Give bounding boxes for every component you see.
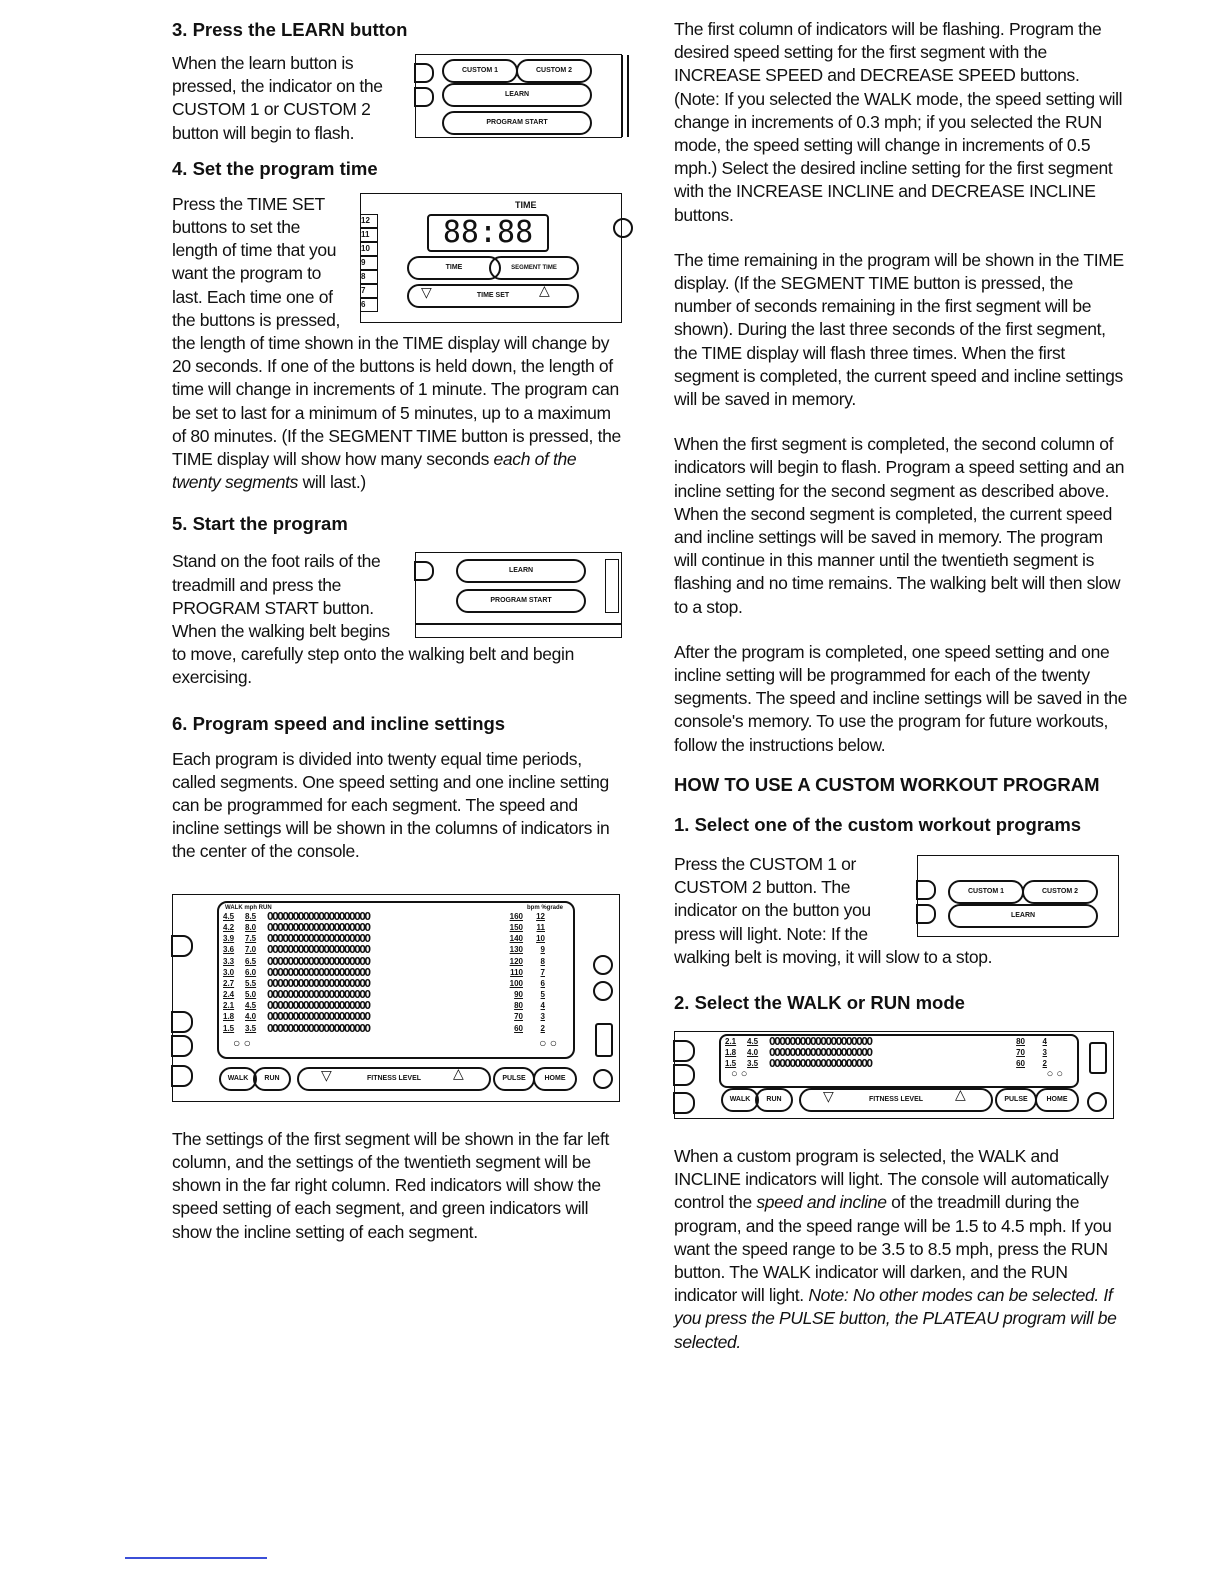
step-5-heading: 5. Start the program bbox=[172, 513, 348, 535]
grade-label: 11 bbox=[536, 922, 545, 932]
custom-2-button[interactable]: CUSTOM 2 bbox=[516, 59, 592, 83]
run-button[interactable]: RUN bbox=[755, 1088, 793, 1112]
walk-speed-label: 4.5 bbox=[223, 911, 235, 921]
bpm-label: 150 bbox=[509, 922, 523, 932]
step-6-heading: 6. Program speed and incline settings bbox=[172, 712, 506, 734]
indicator-row bbox=[219, 1011, 573, 1022]
indicator-row bbox=[219, 1023, 573, 1034]
segment-indicators: OOOOOOOOOOOOOOOOOOOO bbox=[769, 1046, 872, 1060]
walk-speed-label: 1.5 bbox=[725, 1059, 737, 1069]
bpm-label: 80 bbox=[1016, 1037, 1025, 1046]
grade-label: 6 bbox=[540, 978, 545, 988]
left-column bbox=[172, 18, 622, 1244]
bpm-label: 80 bbox=[514, 1001, 523, 1011]
grade-label: 4 bbox=[540, 1001, 545, 1011]
custom-step-1-text: Press the CUSTOM 1 or CUSTOM 2 button. The indicator on the button you press will light. Note: If the walking belt is moving, it will slow to a stop. bbox=[674, 853, 993, 967]
custom-step-2-text-mid: of the treadmill during the program, and the speed range will be 1.5 to 4.5 mph. If you want the speed range to be 3.5 to 8.5 mph, press the RUN button. The WALK indicator will darken, and the RUN indicator will light. bbox=[674, 1192, 1112, 1306]
bpm-label: 60 bbox=[1016, 1059, 1025, 1069]
step-4-heading: 4. Set the program time bbox=[172, 157, 378, 179]
indicator-matrix bbox=[217, 901, 575, 1059]
run-speed-label: 4.0 bbox=[245, 1012, 257, 1022]
custom-1-button[interactable]: CUSTOM 1 bbox=[948, 880, 1024, 904]
console-button-row bbox=[217, 1064, 577, 1091]
custom-step-1-heading: 1. Select one of the custom workout programs bbox=[674, 813, 1082, 835]
custom-buttons-figure bbox=[917, 855, 1119, 937]
walk-button[interactable]: WALK bbox=[721, 1088, 759, 1112]
learn-button[interactable]: LEARN bbox=[456, 559, 586, 583]
walk-speed-label: 1.8 bbox=[223, 1012, 235, 1022]
home-button[interactable]: HOME bbox=[533, 1067, 577, 1091]
increase-icon[interactable]: △ bbox=[539, 281, 550, 298]
scale-mark: 9 bbox=[360, 256, 378, 270]
scale-mark: 10 bbox=[360, 242, 378, 256]
grade-label: 12 bbox=[536, 911, 545, 921]
run-button[interactable]: RUN bbox=[253, 1067, 291, 1091]
run-speed-label: 6.5 bbox=[245, 956, 257, 966]
segment-indicators: OOOOOOOOOOOOOOOOOOOO bbox=[267, 1010, 370, 1024]
segment-indicators: OOOOOOOOOOOOOOOOOOOO bbox=[267, 954, 370, 968]
grade-label: 8 bbox=[540, 956, 545, 966]
bpm-label: 70 bbox=[1016, 1048, 1025, 1058]
walk-run-button-row bbox=[719, 1085, 1079, 1112]
step-3-heading: 3. Press the LEARN button bbox=[172, 19, 408, 40]
bpm-label: 140 bbox=[509, 934, 523, 944]
lower-indicators: ○ ○ bbox=[1046, 1068, 1063, 1081]
decrease-icon[interactable]: ▽ bbox=[823, 1087, 834, 1104]
right-column bbox=[674, 18, 1129, 1354]
segment-indicators: OOOOOOOOOOOOOOOOOOOO bbox=[267, 965, 370, 979]
right-paragraph-2: The time remaining in the program will be shown in the TIME display. (If the SEGMENT TIME button is pressed, the number of seconds remaining in the first segment will be shown). During the last three seconds of the first segment, the TIME display will flash three times. When the first segment is completed, the current speed and incline settings will be saved in memory. bbox=[674, 249, 1124, 410]
bpm-label: 60 bbox=[514, 1023, 523, 1033]
panel-edge-icon bbox=[673, 1040, 695, 1062]
run-speed-label: 8.5 bbox=[245, 911, 257, 921]
side-slot-icon bbox=[1089, 1042, 1107, 1074]
walk-speed-label: 3.3 bbox=[223, 956, 235, 966]
side-knob-icon bbox=[613, 218, 633, 238]
time-label: TIME bbox=[515, 199, 537, 210]
custom-step-2-text-main: When a custom program is selected, the WALK and INCLINE indicators will light. The console will automatically control the bbox=[674, 1145, 1109, 1213]
matrix-header-left: WALK mph RUN bbox=[225, 904, 272, 911]
segment-indicators: OOOOOOOOOOOOOOOOOOOO bbox=[267, 1021, 370, 1035]
decrease-icon[interactable]: ▽ bbox=[421, 283, 432, 300]
scale-mark: 7 bbox=[360, 284, 378, 298]
walk-speed-label: 3.0 bbox=[223, 967, 235, 977]
time-display-figure bbox=[360, 193, 622, 323]
panel-edge-icon bbox=[171, 935, 193, 957]
side-knob-icon bbox=[1087, 1092, 1107, 1112]
right-paragraph-3: When the first segment is completed, the second column of indicators will begin to flash. Program a speed setting and an incline setting for the second segment as described above. When the second segment is completed, the current speed and incline settings will be saved in memory. The program will continue in this manner until the twentieth segment is flashing and no time remains. The walking belt will then slow to a stop. bbox=[674, 434, 1125, 617]
run-speed-label: 4.5 bbox=[747, 1037, 759, 1046]
walk-run-rows bbox=[721, 1036, 1077, 1070]
walk-speed-label: 2.4 bbox=[223, 990, 235, 1000]
segment-indicators: OOOOOOOOOOOOOOOOOOOO bbox=[769, 1035, 872, 1048]
run-speed-label: 4.0 bbox=[747, 1048, 759, 1058]
segment-indicators: OOOOOOOOOOOOOOOOOOOO bbox=[267, 976, 370, 990]
panel-line bbox=[416, 623, 621, 625]
walk-speed-label: 4.2 bbox=[223, 922, 235, 932]
walk-run-figure bbox=[674, 1031, 1114, 1119]
console-rows bbox=[219, 911, 573, 1034]
home-button[interactable]: HOME bbox=[1035, 1088, 1079, 1112]
run-speed-label: 8.0 bbox=[245, 922, 257, 932]
panel-divider bbox=[621, 55, 629, 137]
scale-mark: 6 bbox=[360, 298, 378, 312]
segment-indicators: OOOOOOOOOOOOOOOOOOOO bbox=[769, 1057, 872, 1071]
lower-indicators: ○ ○ bbox=[731, 1068, 748, 1081]
grade-label: 10 bbox=[536, 934, 545, 944]
run-speed-label: 3.5 bbox=[747, 1059, 759, 1069]
custom-step-2-heading: 2. Select the WALK or RUN mode bbox=[674, 991, 965, 1013]
grade-label: 2 bbox=[1042, 1059, 1047, 1069]
learn-button[interactable]: LEARN bbox=[948, 904, 1098, 928]
walk-button[interactable]: WALK bbox=[219, 1067, 257, 1091]
step-3-text: When the learn button is pressed, the indicator on the CUSTOM 1 or CUSTOM 2 button will begin to flash. bbox=[172, 53, 383, 143]
run-speed-label: 6.0 bbox=[245, 967, 257, 977]
bpm-label: 160 bbox=[509, 911, 523, 921]
run-speed-label: 7.5 bbox=[245, 934, 257, 944]
custom-step-2-note: Note: No other modes can be selected. If you press the PULSE button, the PLATEAU program will be selected. bbox=[674, 1285, 1117, 1352]
grade-label: 4 bbox=[1042, 1037, 1047, 1046]
walk-speed-label: 2.1 bbox=[223, 1001, 235, 1011]
panel-edge-icon bbox=[414, 561, 434, 581]
pulse-button[interactable]: PULSE bbox=[995, 1088, 1037, 1112]
grade-label: 3 bbox=[540, 1012, 545, 1022]
panel-edge-icon bbox=[673, 1092, 695, 1114]
walk-speed-label: 2.1 bbox=[725, 1037, 737, 1046]
segment-indicators: OOOOOOOOOOOOOOOOOOOO bbox=[267, 988, 370, 1002]
bpm-label: 90 bbox=[514, 990, 523, 1000]
side-indicator bbox=[605, 559, 619, 613]
section-heading: HOW TO USE A CUSTOM WORKOUT PROGRAM bbox=[674, 773, 1100, 795]
indicator-row bbox=[219, 944, 573, 955]
footnote-rule bbox=[125, 1557, 267, 1559]
right-paragraph-1: The first column of indicators will be flashing. Program the desired speed setting for the first segment with the INCREASE SPEED and DECREASE SPEED buttons. (Note: If you selected the WALK mode, the speed setting will change in increments of 0.3 mph; if you selected the RUN mode, the speed setting will change in increments of 0.5 mph.) Select the desired incline setting for the first segment with the INCREASE INCLINE and DECREASE INCLINE buttons. bbox=[674, 19, 1123, 225]
side-knob-icon bbox=[593, 981, 613, 1001]
grade-label: 3 bbox=[1042, 1048, 1047, 1058]
step-4-text-italic: each of the twenty segments bbox=[172, 449, 577, 493]
step-5-text: Stand on the foot rails of the treadmill and press the PROGRAM START button. When the walking belt begins to move, carefully step onto the walking belt and begin exercising. bbox=[172, 551, 574, 688]
speed-scale bbox=[360, 214, 378, 312]
segment-indicators: OOOOOOOOOOOOOOOOOOOO bbox=[267, 999, 370, 1013]
bpm-label: 70 bbox=[514, 1012, 523, 1022]
lower-indicators: ○ ○ bbox=[539, 1035, 557, 1050]
bpm-label: 130 bbox=[509, 945, 523, 955]
bpm-label: 110 bbox=[510, 967, 523, 977]
step-4-text-main: Press the TIME SET buttons to set the length of time that you want the program to last. Each time one of the buttons is pressed, the length of time shown in the TIME display will change by 20 seconds. If one of the buttons is held down, the length of time will change in increments of 1 minute. The program can be set to last for a minimum of 5 minutes, up to a maximum of 80 minutes. (If the SEGMENT TIME button is pressed, the TIME display will show how many seconds bbox=[172, 193, 621, 470]
scale-mark: 8 bbox=[360, 270, 378, 284]
custom-step-2-text-italic: speed and incline bbox=[756, 1192, 887, 1213]
run-speed-label: 3.5 bbox=[245, 1023, 257, 1033]
run-speed-label: 7.0 bbox=[245, 945, 257, 955]
custom-1-button[interactable]: CUSTOM 1 bbox=[442, 59, 518, 83]
grade-label: 2 bbox=[540, 1023, 545, 1033]
segment-time-button[interactable]: SEGMENT TIME bbox=[489, 256, 579, 280]
custom-step-2-text bbox=[674, 1145, 1129, 1354]
after-console-text: The settings of the first segment will be shown in the far left column, and the settings of the twentieth segment will be shown in the far right column. Red indicators will show the speed setting of each segment, and green indicators will show the incline setting of each segment. bbox=[172, 1128, 610, 1242]
run-speed-label: 5.5 bbox=[245, 978, 257, 988]
increase-icon[interactable]: △ bbox=[453, 1064, 464, 1081]
right-paragraph-4: After the program is completed, one speed setting and one incline setting will be programmed for each of the twenty segments. The speed and incline settings will be saved in the console's memory. To use the program for future workouts, follow the instructions below. bbox=[674, 641, 1128, 755]
walk-speed-label: 3.6 bbox=[223, 945, 235, 955]
run-speed-label: 5.0 bbox=[245, 990, 257, 1000]
segment-indicators: OOOOOOOOOOOOOOOOOOOO bbox=[267, 932, 370, 946]
side-slot-icon bbox=[595, 1023, 613, 1057]
program-start-button[interactable]: PROGRAM START bbox=[456, 589, 586, 613]
segment-indicators: OOOOOOOOOOOOOOOOOOOO bbox=[267, 943, 370, 957]
step-4-text-end: will last.) bbox=[298, 472, 366, 493]
indicator-row bbox=[721, 1058, 1077, 1069]
panel-edge-icon bbox=[916, 904, 936, 924]
time-set-button[interactable]: TIME SET bbox=[407, 284, 579, 308]
side-knob-icon bbox=[593, 1069, 613, 1089]
console-figure bbox=[172, 894, 620, 1102]
segment-indicators: OOOOOOOOOOOOOOOOOOOO bbox=[267, 920, 370, 934]
learn-button-figure bbox=[415, 54, 622, 138]
side-knob-icon bbox=[593, 955, 613, 975]
fitness-level-button[interactable]: FITNESS LEVEL bbox=[799, 1088, 993, 1112]
walk-speed-label: 2.7 bbox=[223, 978, 235, 988]
lower-indicators: ○ ○ bbox=[233, 1035, 251, 1050]
program-start-figure bbox=[415, 552, 622, 638]
time-button[interactable]: TIME bbox=[407, 256, 501, 280]
learn-button[interactable]: LEARN bbox=[442, 83, 592, 107]
walk-speed-label: 3.9 bbox=[223, 934, 235, 944]
run-speed-label: 4.5 bbox=[245, 1001, 257, 1011]
panel-edge-icon bbox=[673, 1064, 695, 1086]
segment-indicators: OOOOOOOOOOOOOOOOOOOO bbox=[267, 909, 370, 923]
panel-edge-icon bbox=[916, 880, 936, 900]
grade-label: 5 bbox=[540, 990, 545, 1000]
bpm-label: 120 bbox=[509, 956, 523, 966]
scale-mark: 12 bbox=[360, 214, 378, 228]
fitness-level-button[interactable]: FITNESS LEVEL bbox=[297, 1067, 491, 1091]
panel-edge-icon bbox=[171, 1035, 193, 1057]
matrix-header-right: bpm %grade bbox=[526, 904, 563, 911]
panel-edge-icon bbox=[414, 87, 434, 107]
panel-edge-icon bbox=[414, 63, 434, 83]
grade-label: 9 bbox=[540, 945, 545, 955]
pulse-button[interactable]: PULSE bbox=[493, 1067, 535, 1091]
increase-icon[interactable]: △ bbox=[955, 1085, 966, 1102]
panel-edge-icon bbox=[171, 1011, 193, 1033]
grade-label: 7 bbox=[540, 967, 545, 977]
time-display: 88:88 bbox=[427, 214, 549, 252]
indicator-row bbox=[219, 955, 573, 966]
scale-mark: 11 bbox=[360, 228, 378, 242]
walk-speed-label: 1.5 bbox=[223, 1023, 235, 1033]
decrease-icon[interactable]: ▽ bbox=[321, 1066, 332, 1083]
step-6-text: Each program is divided into twenty equal time periods, called segments. One speed setting and one incline setting can be programmed for each segment. The speed and incline settings will be shown in the columns of indicators in the center of the console. bbox=[172, 748, 610, 862]
walk-speed-label: 1.8 bbox=[725, 1048, 737, 1058]
custom-2-button[interactable]: CUSTOM 2 bbox=[1022, 880, 1098, 904]
indicator-matrix-partial bbox=[719, 1034, 1079, 1088]
program-start-button[interactable]: PROGRAM START bbox=[442, 111, 592, 135]
bpm-label: 100 bbox=[509, 978, 523, 988]
panel-edge-icon bbox=[171, 1065, 193, 1087]
